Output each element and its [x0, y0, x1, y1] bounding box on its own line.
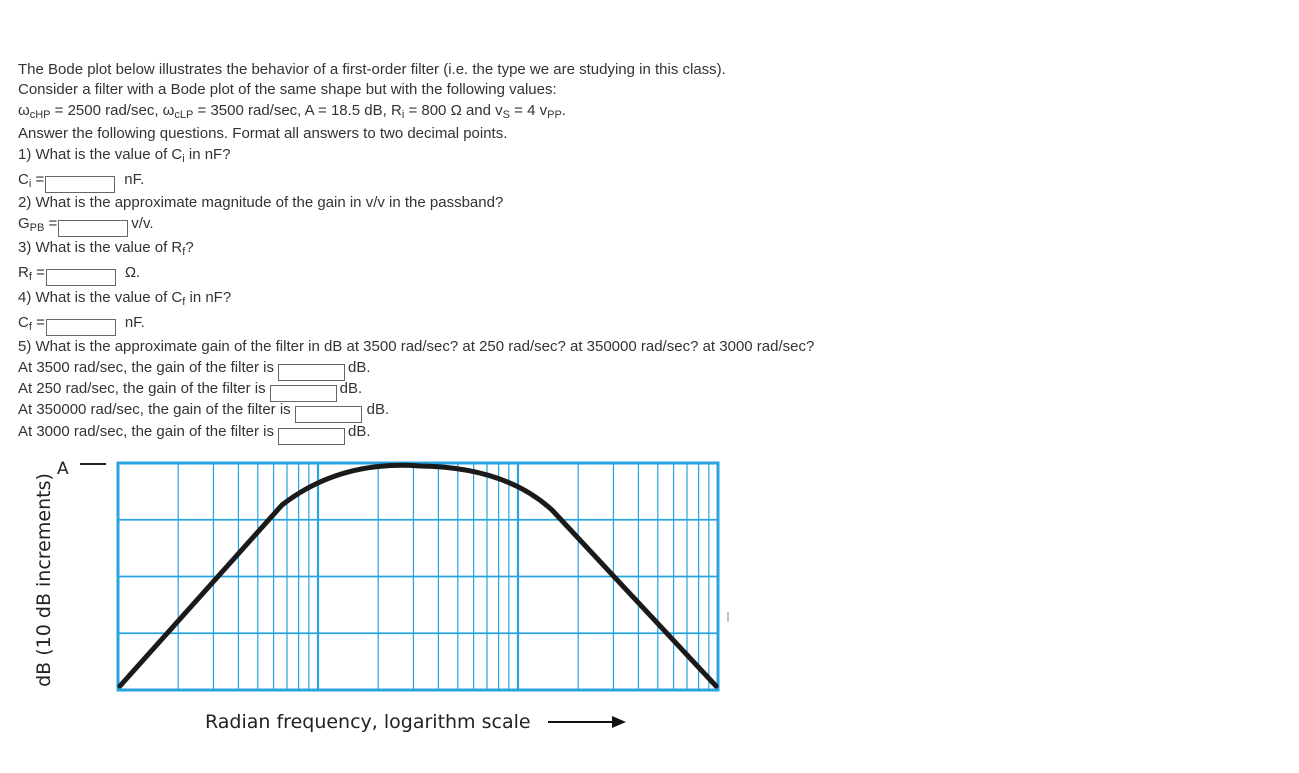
omega-hp-symbol: ω [18, 102, 30, 119]
plot-grid [118, 463, 718, 690]
q3-label-sub: f [28, 271, 32, 283]
vs-subscript: S [502, 109, 510, 121]
q4-label-post: = [31, 314, 45, 331]
cf-input[interactable] [46, 319, 116, 336]
q2-unit: v/v. [131, 215, 154, 232]
q4-text-sub: f [182, 296, 186, 308]
question-4 [18, 288, 231, 308]
given-values [18, 101, 566, 121]
vs-value: = 4 v [510, 102, 548, 119]
x-axis-arrow-head [612, 716, 626, 728]
question-2: 2) What is the approximate magnitude of the gain in v/v in the passband? [18, 194, 504, 211]
q5d-unit: dB. [347, 423, 371, 440]
q5c-unit: dB. [366, 401, 390, 418]
ri-subscript: i [401, 109, 405, 121]
question-3 [18, 238, 194, 258]
q3-label: R [18, 264, 29, 281]
bode-plot [0, 440, 760, 750]
omega-hp-subscript: cHP [29, 109, 51, 121]
x-axis-label: Radian frequency, logarithm scale [205, 711, 531, 733]
q1-label-sub: i [28, 178, 32, 190]
q5d-label: At 3000 rad/sec, the gain of the filter is [18, 423, 274, 440]
answer-5a-row [18, 358, 371, 381]
q1-text: 1) What is the value of C [18, 146, 183, 163]
intro-line-1: The Bode plot below illustrates the behavior of a first-order filter (i.e. the type we are studying in this class). [18, 61, 726, 78]
q3-unit: Ω. [124, 264, 141, 281]
answer-2-row [18, 214, 154, 237]
q2-label-sub: PB [29, 222, 45, 234]
question-1 [18, 145, 231, 165]
values-end: . [561, 102, 566, 119]
q3-text-sub: f [182, 246, 186, 258]
q2-label: G [18, 215, 30, 232]
answer-4-row [18, 313, 145, 336]
q4-label: C [18, 314, 29, 331]
q5b-unit: dB. [339, 380, 363, 397]
answer-5b-row [18, 379, 362, 402]
answer-1-row [18, 170, 144, 193]
ci-input[interactable] [45, 176, 115, 193]
intro-line-2: Consider a filter with a Bode plot of the same shape but with the following values: [18, 81, 557, 98]
q4-text-post: in nF? [185, 289, 232, 306]
gpb-input[interactable] [58, 220, 128, 237]
q1-label: C [18, 171, 29, 188]
q4-unit: nF. [124, 314, 145, 331]
q5b-label: At 250 rad/sec, the gain of the filter is [18, 380, 266, 397]
answer-3-row [18, 263, 140, 286]
gain-250-input[interactable] [270, 385, 337, 402]
q5a-unit: dB. [347, 359, 371, 376]
answer-5c-row [18, 400, 389, 423]
gain-3500-input[interactable] [278, 364, 345, 381]
gain-350000-input[interactable] [295, 406, 362, 423]
q4-label-sub: f [28, 321, 32, 333]
q1-text-sub: i [182, 153, 185, 165]
question-5: 5) What is the approximate gain of the filter in dB at 3500 rad/sec? at 250 rad/sec? at 350000 rad/sec? at 3000 rad/sec? [18, 338, 815, 355]
a-label: A [57, 459, 69, 479]
q1-text-post: in nF? [184, 146, 231, 163]
q5c-label: At 350000 rad/sec, the gain of the filter is [18, 401, 291, 418]
instructions: Answer the following questions. Format all answers to two decimal points. [18, 125, 508, 142]
q1-label-post: = [31, 171, 45, 188]
rf-input[interactable] [46, 269, 116, 286]
q5a-label: At 3500 rad/sec, the gain of the filter is [18, 359, 274, 376]
omega-lp-symbol: ω [162, 102, 175, 119]
ri-value: = 800 Ω and v [404, 102, 503, 119]
q4-text: 4) What is the value of C [18, 289, 183, 306]
q3-label-post: = [31, 264, 45, 281]
y-axis-label: dB (10 dB increments) [33, 473, 55, 687]
q3-text: 3) What is the value of R [18, 239, 183, 256]
q1-unit: nF. [124, 171, 145, 188]
q2-label-post: = [44, 215, 58, 232]
vpp-subscript: PP [547, 109, 562, 121]
omega-lp-value: = 3500 rad/sec, A = 18.5 dB, R [193, 102, 402, 119]
omega-lp-subscript: cLP [174, 109, 194, 121]
q3-text-post: ? [185, 239, 194, 256]
omega-hp-value: = 2500 rad/sec, [50, 102, 163, 119]
